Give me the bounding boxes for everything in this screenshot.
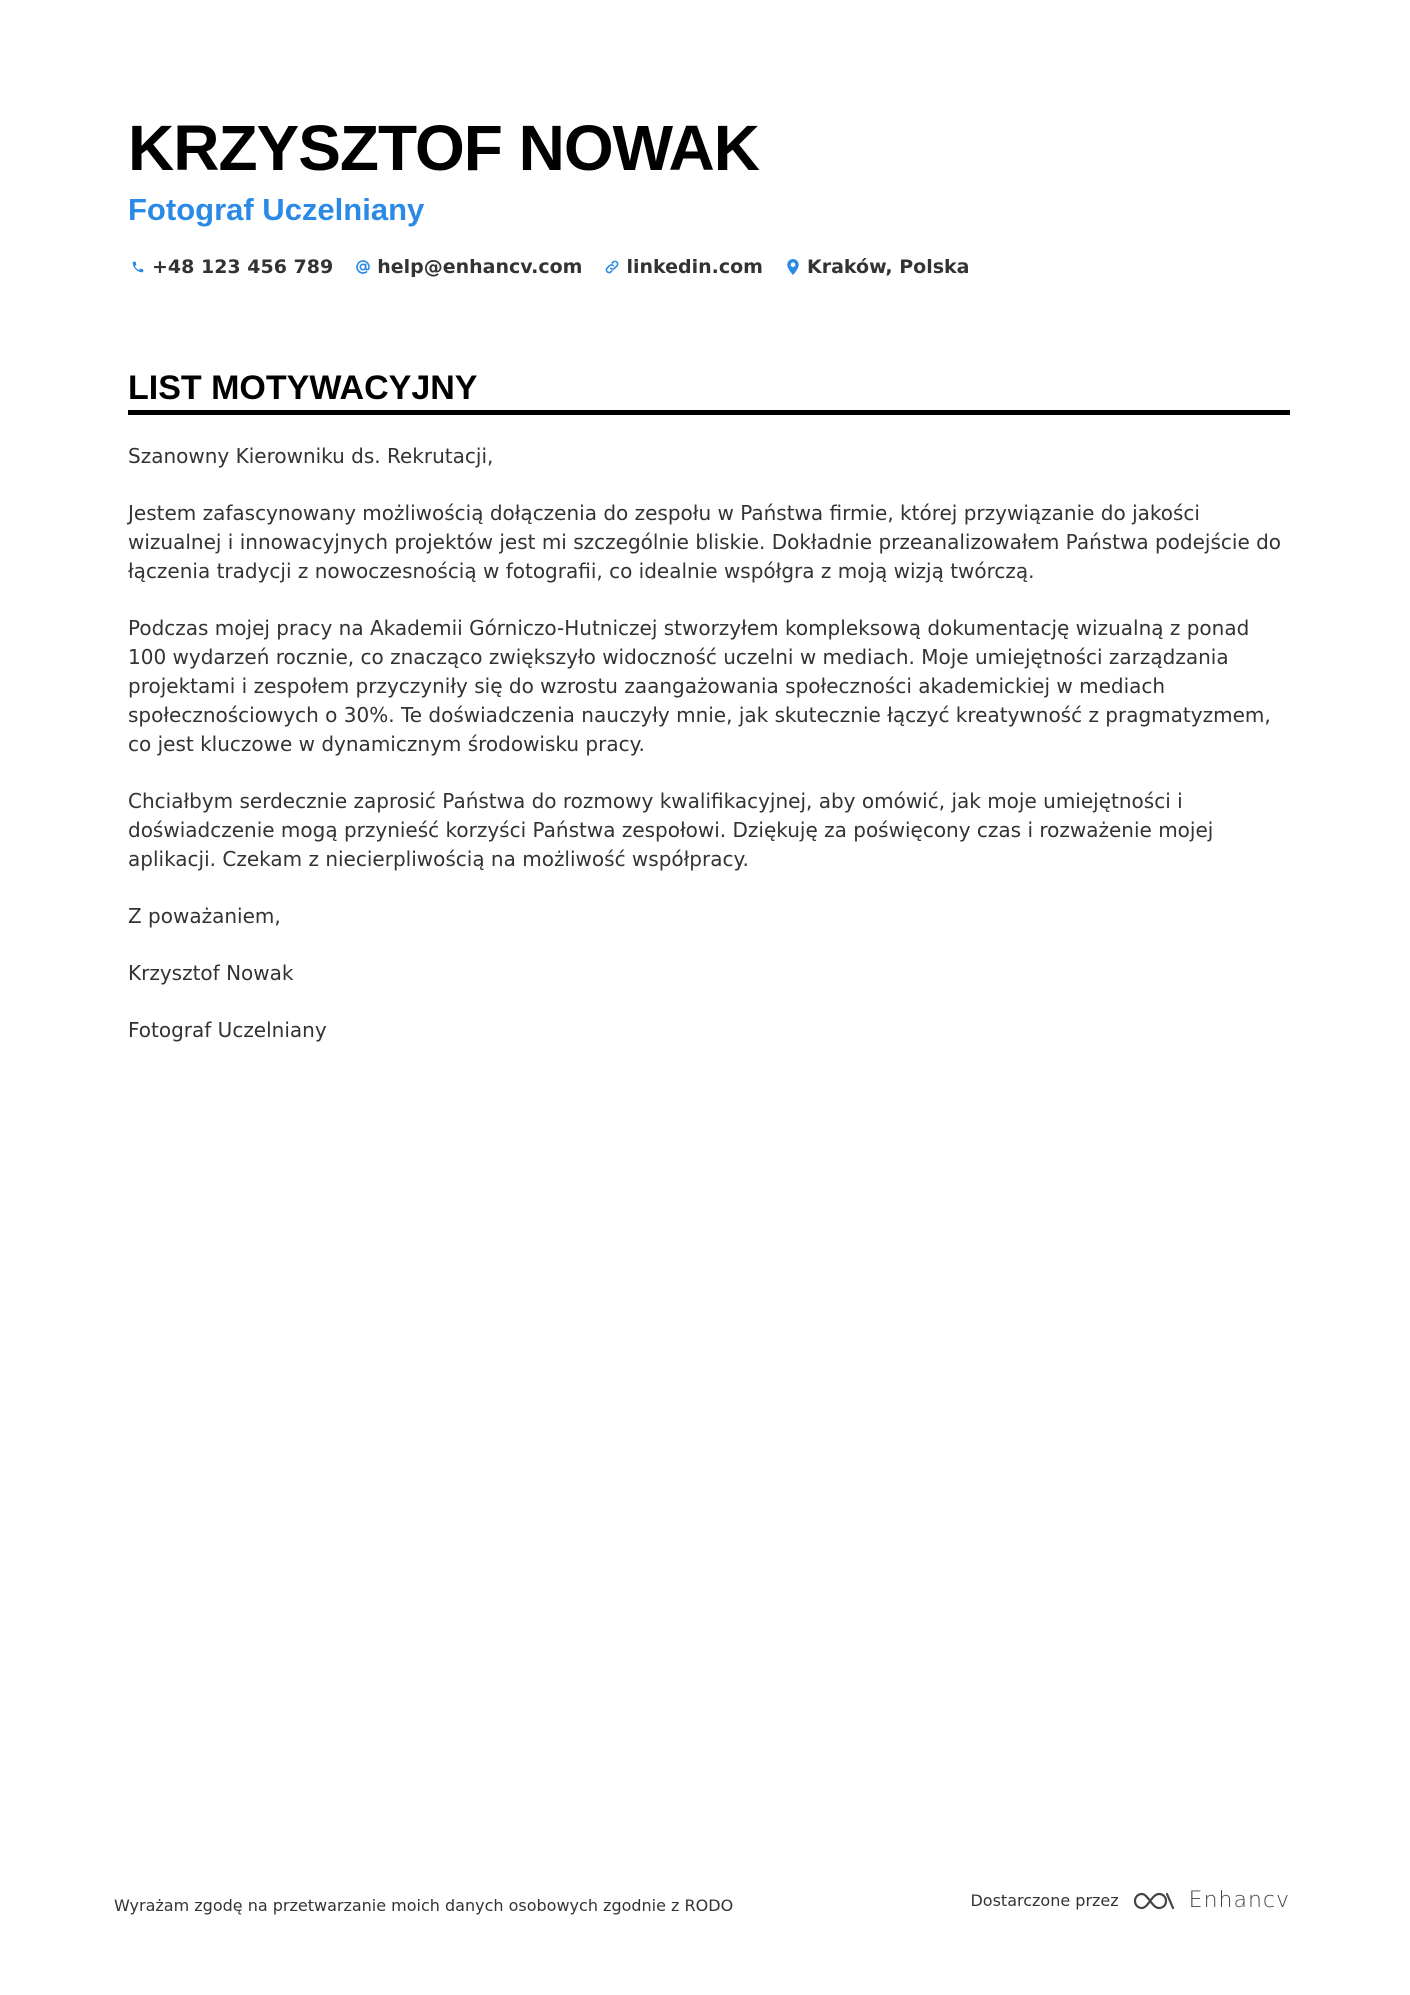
contact-location-text: Kraków, Polska [806, 256, 970, 278]
letter-body [128, 442, 1290, 1073]
enhancv-logo-icon [1131, 1889, 1177, 1913]
letter-paragraph: Podczas mojej pracy na Akademii Górniczo-Hutniczej stworzyłem kompleksową dokumentację wizualną z ponad 100 wydarzeń rocznie, co znacząco zwiększyło widoczność uczelni w mediach. Moje umiejętności zarządzania projektami i zespołem przyczyniły się do wzrostu zaangażowania społeczności akademickiej w mediach społecznościowych o 30%. Te doświadczenia nauczyły mnie, jak skutecznie łączyć kreatywność z pragmatyzmem, co jest kluczowe w dynamicznym środowisku pracy. [128, 616, 1271, 756]
section-divider [128, 410, 1290, 415]
powered-by-label: Dostarczone przez [970, 1891, 1119, 1910]
brand-name: Enhancv [1188, 1888, 1290, 1913]
contact-phone [128, 256, 333, 278]
letter-closing: Z poważaniem, [128, 904, 281, 928]
powered-by [970, 1888, 1290, 1913]
contact-phone-text: +48 123 456 789 [152, 256, 334, 278]
contact-email-text: help@enhancv.com [377, 256, 583, 278]
candidate-name: KRZYSZTOF NOWAK [128, 112, 759, 184]
signature-title: Fotograf Uczelniany [128, 1018, 327, 1042]
at-icon [353, 257, 373, 277]
section-title: LIST MOTYWACYJNY [128, 369, 478, 407]
link-icon [602, 257, 622, 277]
gdpr-consent-text: Wyrażam zgodę na przetwarzanie moich danych osobowych zgodnie z RODO [114, 1896, 734, 1915]
letter-salutation: Szanowny Kierowniku ds. Rekrutacji, [128, 444, 494, 468]
contact-location [783, 256, 970, 278]
contact-linkedin [602, 256, 763, 278]
job-title: Fotograf Uczelniany [128, 192, 425, 227]
letter-paragraph: Chciałbym serdecznie zaprosić Państwa do rozmowy kwalifikacyjnej, aby omówić, jak moje umiejętności i doświadczenie mogą przynieść korzyści Państwa zespołowi. Dziękuję za poświęcony czas i rozważenie mojej aplikacji. Czekam z niecierpliwością na możliwość współpracy. [128, 789, 1214, 871]
location-pin-icon [783, 257, 803, 277]
phone-icon [128, 257, 148, 277]
letter-paragraph: Jestem zafascynowany możliwością dołączenia do zespołu w Państwa firmie, której przywiązanie do jakości wizualnej i innowacyjnych projektów jest mi szczególnie bliskie. Dokładnie przeanalizowałem Państwa podejście do łączenia tradycji z nowoczesnością w fotografii, co idealnie współgra z moją wizją twórczą. [128, 501, 1282, 583]
signature-name: Krzysztof Nowak [128, 961, 294, 985]
contact-linkedin-text: linkedin.com [626, 256, 763, 278]
contact-bar [128, 252, 990, 282]
contact-email [353, 256, 582, 278]
